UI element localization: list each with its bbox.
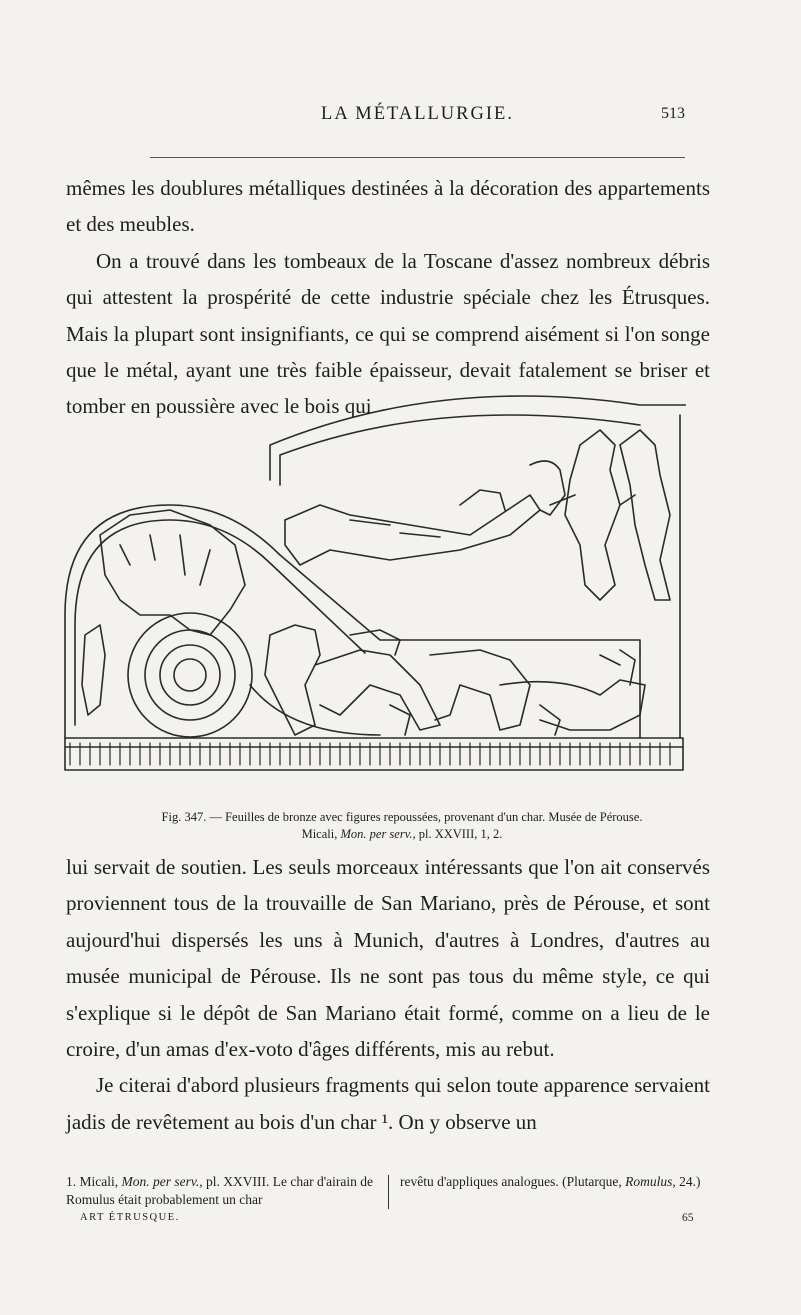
signature-mark: ART ÉTRUSQUE. bbox=[80, 1212, 180, 1223]
page-header bbox=[150, 104, 685, 138]
footnote-divider bbox=[388, 1175, 389, 1209]
footnote-left: 1. Micali, Mon. per serv., pl. XXVIII. Le char d'airain de Romulus était probablement un char bbox=[66, 1174, 374, 1207]
caption-line: Fig. 347. — Feuilles de bronze avec figures repoussées, provenant d'un char. Musée de Pérouse. bbox=[161, 810, 643, 824]
body-text-bottom bbox=[66, 849, 710, 1140]
signature-number: 65 bbox=[682, 1212, 694, 1224]
figure-caption bbox=[92, 809, 712, 843]
header-rule bbox=[150, 157, 685, 158]
page-number: 513 bbox=[661, 105, 685, 122]
running-title: LA MÉTALLURGIE. bbox=[321, 104, 514, 124]
paragraph: Je citerai d'abord plusieurs fragments qui selon toute apparence servaient jadis de revêtement au bois d'un char ¹. On y observe un bbox=[66, 1073, 710, 1134]
caption-line: Micali, Mon. per serv., pl. XXVIII, 1, 2. bbox=[301, 827, 503, 841]
bronze-relief-illustration bbox=[60, 385, 686, 800]
paragraph: On a trouvé dans les tombeaux de la Toscane d'assez nombreux débris qui attestent la prospérité de cette industrie spéciale chez les Étrusques. Mais la plupart sont insignifiants, ce qui se comprend aisément si l'on songe que le métal, ayant une très faible épaisseur, devait fatalement se briser et tomber en poussière avec le bois qui bbox=[66, 248, 710, 419]
footnote-right: revêtu d'appliques analogues. (Plutarque, Romulus, 24.) bbox=[400, 1174, 701, 1189]
paragraph: lui servait de soutien. Les seuls morceaux intéressants que l'on ait conservés proviennent tous de la trouvaille de San Mariano, près de Pérouse, et sont aujourd'hui dispersés les uns à Munich, d'autres à Londres, d'autres au musée municipal de Pérouse. Ils ne sont pas tous du même style, ce qui s'explique si le dépôt de San Mariano était formé, comme on a lieu de le croire, d'un amas d'ex-voto d'âges différents, mis au rebut. bbox=[66, 855, 710, 1062]
paragraph: mêmes les doublures métalliques destinées à la décoration des appartements et des meubles. bbox=[66, 176, 710, 237]
